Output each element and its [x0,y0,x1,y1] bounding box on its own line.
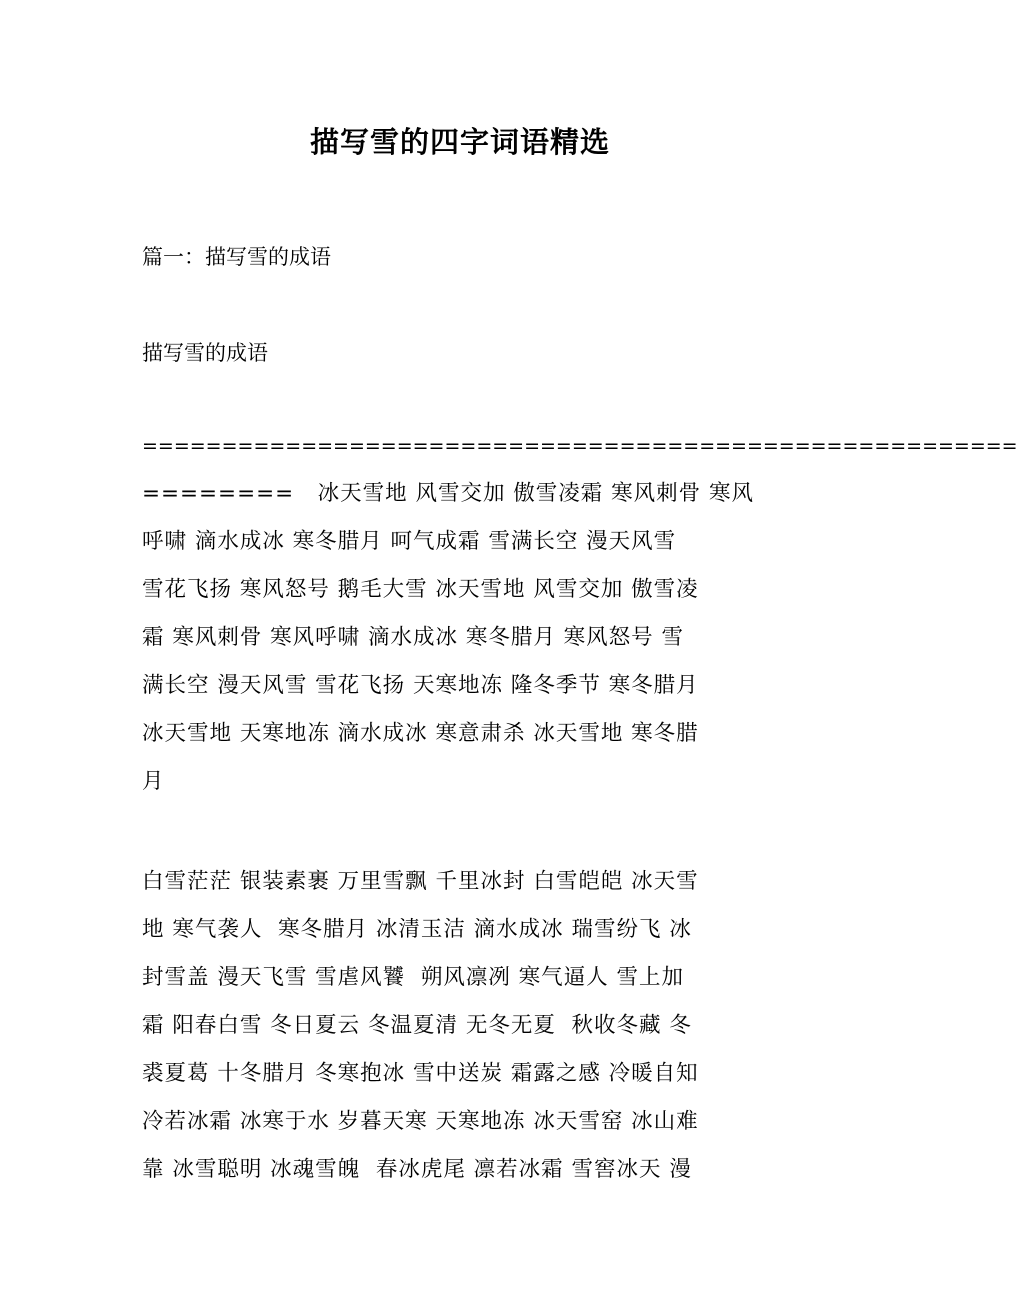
text-line: 靠 冰雪聪明 冰魂雪魄 春冰虎尾 凛若冰霜 雪窖冰天 漫 [142,1157,692,1182]
text-line: ======== 冰天雪地 风雪交加 傲雪凌霜 寒风刺骨 寒风 [142,481,754,506]
subheading: 描写雪的成语 [142,341,268,365]
text-line: 封雪盖 漫天飞雪 雪虐风饕 朔风凛冽 寒气逼人 雪上加 [142,965,685,990]
text-line: 裘夏葛 十冬腊月 冬寒抱冰 雪中送炭 霜露之感 冷暖自知 [142,1061,699,1086]
text-line: 满长空 漫天风雪 雪花飞扬 天寒地冻 隆冬季节 寒冬腊月 [142,673,699,698]
text-line: ======================================================= [142,435,1018,457]
text-line: 月 [142,769,165,794]
document-title: 描写雪的四字词语精选 [309,125,610,159]
text-line: 雪花飞扬 寒风怒号 鹅毛大雪 冰天雪地 风雪交加 傲雪凌 [142,577,699,602]
text-line: 白雪茫茫 银装素裹 万里雪飘 千里冰封 白雪皑皑 冰天雪 [142,869,699,894]
text-line: 冰天雪地 天寒地冻 滴水成冰 寒意肃杀 冰天雪地 寒冬腊 [142,721,699,746]
text-line: 霜 阳春白雪 冬日夏云 冬温夏清 无冬无夏 秋收冬藏 冬 [142,1013,692,1038]
text-line: 呼啸 滴水成冰 寒冬腊月 呵气成霜 雪满长空 漫天风雪 [142,529,677,554]
idiom-paragraph-2 [142,858,782,1194]
text-line: 霜 寒风刺骨 寒风呼啸 滴水成冰 寒冬腊月 寒风怒号 雪 [142,625,685,650]
text-line: 冷若冰霜 冰寒于水 岁暮天寒 天寒地冻 冰天雪窑 冰山难 [142,1109,699,1134]
section-heading: 篇一：描写雪的成语 [142,245,331,269]
idiom-paragraph-1 [142,422,1018,806]
text-line: 地 寒气袭人 寒冬腊月 冰清玉洁 滴水成冰 瑞雪纷飞 冰 [142,917,692,942]
